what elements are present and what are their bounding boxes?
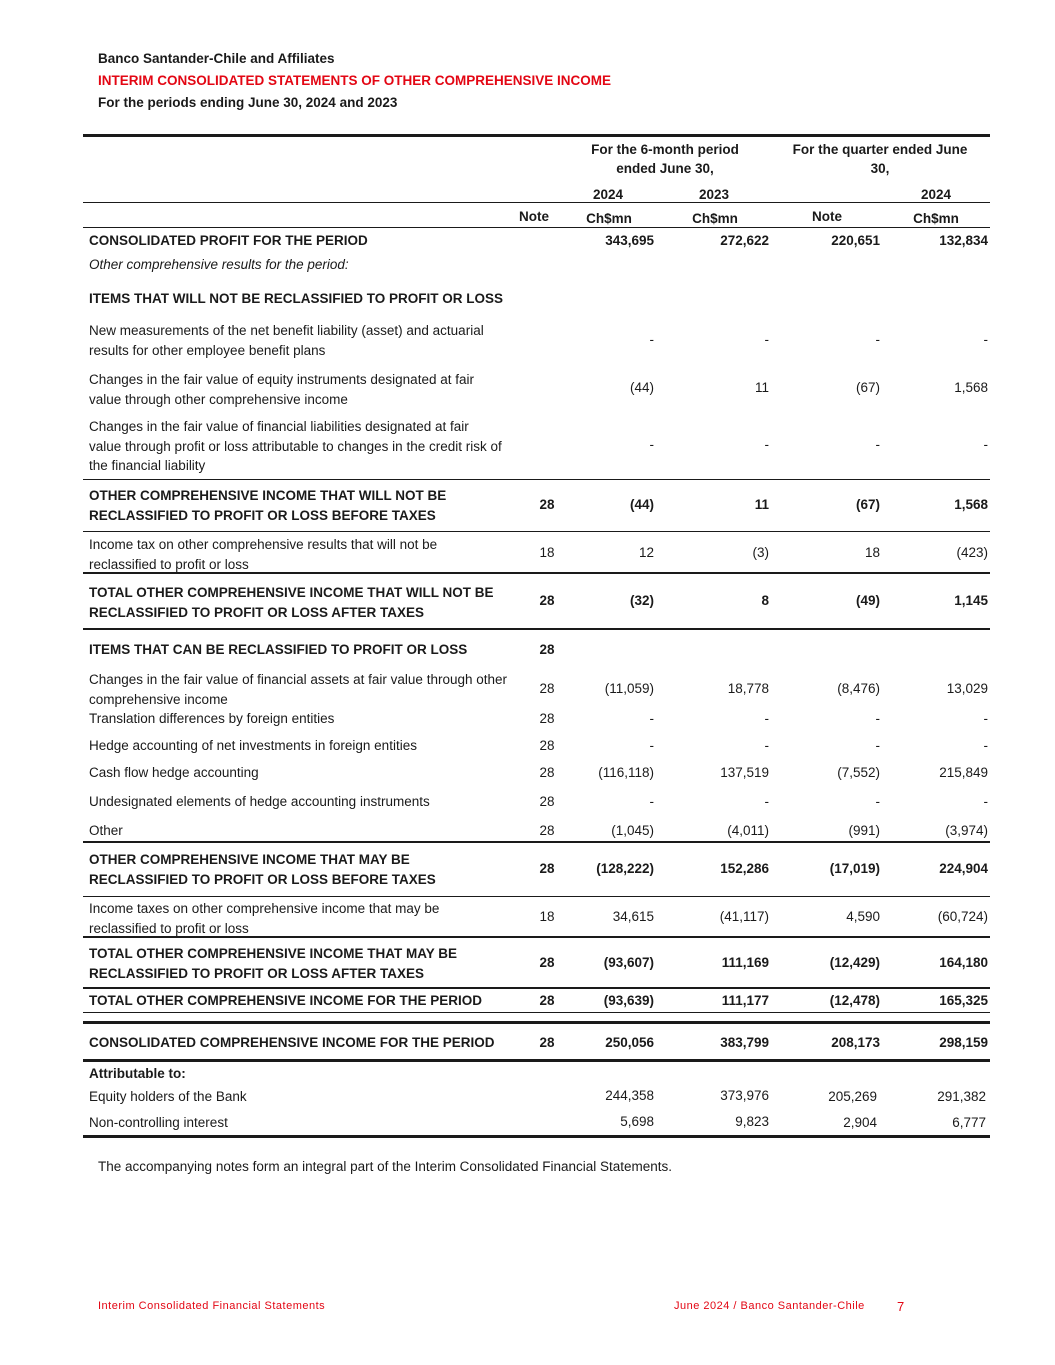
row-label: Other comprehensive results for the period:: [89, 257, 349, 272]
row-label: OTHER COMPREHENSIVE INCOME THAT MAY BE RECLASSIFIED TO PROFIT OR LOSS BEFORE TAXES: [89, 852, 436, 887]
row-value-q-2023: -: [983, 794, 988, 809]
row-note: 28: [539, 711, 555, 726]
row-rule: [83, 841, 990, 843]
row-value-q-2023: -: [983, 738, 988, 753]
row-value-q-2023: -: [983, 711, 988, 726]
row-value-6m-2023: -: [764, 437, 769, 452]
row-label: Equity holders of the Bank: [89, 1089, 247, 1104]
row-value-q-2023: (423): [956, 545, 988, 560]
row-note: 28: [539, 681, 555, 696]
row-label: OTHER COMPREHENSIVE INCOME THAT WILL NOT BE RECLASSIFIED TO PROFIT OR LOSS BEFORE TAXES: [89, 488, 447, 523]
row-value-q-2023: 165,325: [939, 993, 988, 1008]
row-value-6m-2024: -: [649, 332, 654, 347]
row-value-q-2024: 18: [864, 545, 880, 560]
row-value-6m-2024: -: [649, 711, 654, 726]
row-value-6m-2023: 272,622: [720, 233, 769, 248]
row-note: 28: [539, 993, 555, 1008]
row-rule: [83, 572, 990, 574]
row-value-6m-2024: -: [649, 437, 654, 452]
row-note: 28: [539, 642, 555, 657]
table-top-rule: [83, 134, 990, 137]
row-rule: [83, 1012, 990, 1013]
row-value-q-2023: 215,849: [939, 765, 988, 780]
row-value-6m-2023: 11: [754, 497, 769, 512]
row-label: Undesignated elements of hedge accounting instruments: [89, 794, 430, 809]
row-label: Hedge accounting of net investments in foreign entities: [89, 738, 417, 753]
accompanying-note: The accompanying notes form an integral part of the Interim Consolidated Financial Statements.: [98, 1159, 673, 1174]
row-value-q-2024: 205,269: [828, 1089, 877, 1104]
row-value-q-2024: (991): [848, 823, 880, 838]
row-value-q-2024: 220,651: [831, 233, 880, 248]
footer-right: June 2024 / Banco Santander-Chile: [674, 1300, 865, 1312]
row-value-6m-2023: (4,011): [727, 823, 769, 838]
row-value-6m-2023: 8: [761, 593, 769, 608]
row-label: CONSOLIDATED PROFIT FOR THE PERIOD: [89, 233, 368, 248]
row-note: 28: [539, 861, 555, 876]
row-value-q-2024: -: [875, 794, 880, 809]
statement-period: For the periods ending June 30, 2024 and 2023: [98, 95, 398, 110]
row-value-6m-2024: -: [649, 794, 654, 809]
row-value-6m-2023: 111,177: [721, 993, 769, 1008]
row-rule: [83, 1059, 990, 1062]
row-value-6m-2023: 383,799: [720, 1035, 769, 1050]
row-value-q-2024: (67): [855, 497, 880, 512]
row-label: Other: [89, 823, 123, 838]
row-value-q-2023: 164,180: [939, 955, 988, 970]
row-value-6m-2024: 34,615: [612, 909, 654, 924]
row-rule: [83, 531, 990, 532]
row-value-q-2023: 13,029: [946, 681, 988, 696]
row-value-6m-2024: -: [649, 738, 654, 753]
row-note: 28: [539, 794, 555, 809]
row-label: TOTAL OTHER COMPREHENSIVE INCOME THAT WILL NOT BE RECLASSIFIED TO PROFIT OR LOSS AFTER TAXES: [89, 585, 494, 620]
row-value-q-2024: (49): [855, 593, 880, 608]
row-value-q-2023: 1,568: [954, 497, 988, 512]
row-value-q-2023: 132,834: [939, 233, 988, 248]
row-value-q-2023: 291,382: [937, 1089, 986, 1104]
row-label: Translation differences by foreign entities: [89, 711, 335, 726]
row-rule: [83, 1021, 990, 1024]
row-value-q-2023: 6,777: [952, 1115, 986, 1130]
row-value-6m-2023: 373,976: [720, 1088, 769, 1103]
row-value-6m-2024: 343,695: [605, 233, 654, 248]
row-value-6m-2023: -: [764, 711, 769, 726]
row-value-6m-2024: 250,056: [605, 1035, 654, 1050]
note-header: Note: [519, 209, 549, 224]
row-value-6m-2023: 152,286: [720, 861, 769, 876]
row-label: Non-controlling interest: [89, 1115, 228, 1130]
row-value-6m-2024: (116,118): [598, 765, 654, 780]
row-value-q-2023: -: [983, 332, 988, 347]
row-value-6m-2023: -: [764, 332, 769, 347]
header-bottom-rule: [83, 227, 990, 228]
row-value-6m-2024: (32): [629, 593, 654, 608]
row-value-6m-2024: (1,045): [611, 823, 654, 838]
statement-title: INTERIM CONSOLIDATED STATEMENTS OF OTHER COMPREHENSIVE INCOME: [98, 73, 612, 88]
row-note: 28: [539, 823, 555, 838]
row-value-q-2024: 2,904: [843, 1115, 877, 1130]
row-label: TOTAL OTHER COMPREHENSIVE INCOME FOR THE PERIOD: [89, 993, 483, 1008]
row-value-6m-2023: 18,778: [727, 681, 769, 696]
row-value-6m-2023: 9,823: [735, 1114, 769, 1129]
row-value-6m-2023: -: [764, 794, 769, 809]
year-2024-6m: 2024: [592, 187, 624, 202]
row-value-6m-2024: (44): [629, 380, 654, 395]
section-heading: ITEMS THAT CAN BE RECLASSIFIED TO PROFIT OR LOSS: [89, 642, 468, 657]
row-rule: [83, 479, 990, 480]
row-value-q-2024: -: [875, 711, 880, 726]
row-value-q-2024: (12,429): [829, 955, 880, 970]
row-note: 18: [539, 545, 555, 560]
row-note: 28: [539, 497, 555, 512]
row-value-6m-2024: (93,639): [603, 993, 654, 1008]
row-value-q-2023: (3,974): [945, 823, 988, 838]
row-label: Changes in the fair value of financial liabilities designated at fair value through profit or loss attributable to changes in the credit risk of the financial liability: [89, 419, 502, 473]
row-value-q-2023: 298,159: [939, 1035, 988, 1050]
row-label: Changes in the fair value of financial assets at fair value through other comprehensive income: [89, 672, 507, 707]
row-value-6m-2024: (44): [629, 497, 654, 512]
six-month-header: For the 6-month period ended June 30,: [591, 142, 739, 176]
row-note: 28: [539, 593, 555, 608]
unit-header-2: Ch$mn: [692, 211, 738, 226]
table-bottom-rule: [83, 1135, 990, 1138]
row-label: Cash flow hedge accounting: [89, 765, 259, 780]
row-value-q-2023: 1,145: [954, 593, 988, 608]
row-note: 18: [539, 909, 555, 924]
unit-header-3: Ch$mn: [913, 211, 959, 226]
row-value-6m-2024: (11,059): [604, 681, 654, 696]
row-value-6m-2023: 111,169: [721, 955, 769, 970]
row-label: TOTAL OTHER COMPREHENSIVE INCOME THAT MAY BE RECLASSIFIED TO PROFIT OR LOSS AFTER TAXES: [89, 946, 458, 981]
note-header-quarter: Note: [812, 209, 842, 224]
row-value-q-2023: (60,724): [937, 909, 988, 924]
row-label: CONSOLIDATED COMPREHENSIVE INCOME FOR THE PERIOD: [89, 1035, 495, 1050]
row-rule: [83, 628, 990, 630]
row-label: Income tax on other comprehensive results that will not be reclassified to profit or loss: [89, 537, 438, 572]
row-value-q-2023: 224,904: [939, 861, 988, 876]
row-value-6m-2023: 137,519: [720, 765, 769, 780]
row-value-6m-2024: 12: [638, 545, 654, 560]
row-label: New measurements of the net benefit liability (asset) and actuarial results for other employee benefit plans: [89, 323, 484, 358]
page-number: 7: [897, 1299, 905, 1314]
row-rule: [83, 987, 990, 989]
row-value-q-2023: -: [983, 437, 988, 452]
row-value-6m-2023: 11: [754, 380, 769, 395]
row-value-q-2024: 208,173: [831, 1035, 880, 1050]
year-2023-6m: 2023: [698, 187, 730, 202]
quarter-header: For the quarter ended June 30,: [792, 142, 968, 176]
header-rule: [83, 202, 990, 203]
row-value-q-2024: 4,590: [846, 909, 880, 924]
row-label: Changes in the fair value of equity instruments designated at fair value through other comprehensive income: [89, 372, 474, 407]
row-note: 28: [539, 738, 555, 753]
row-value-q-2024: -: [875, 332, 880, 347]
row-value-q-2024: (67): [855, 380, 880, 395]
row-value-6m-2024: (93,607): [603, 955, 654, 970]
row-value-6m-2023: -: [764, 738, 769, 753]
row-value-q-2024: (7,552): [837, 765, 880, 780]
row-value-q-2024: (12,478): [829, 993, 880, 1008]
row-rule: [83, 896, 990, 897]
footer-left: Interim Consolidated Financial Statements: [98, 1300, 326, 1312]
year-2024-quarter: 2024: [920, 187, 952, 202]
row-value-q-2024: (8,476): [837, 681, 880, 696]
row-label: Income taxes on other comprehensive income that may be reclassified to profit or loss: [89, 901, 440, 936]
company-name: Banco Santander-Chile and Affiliates: [98, 51, 335, 66]
row-value-6m-2024: 244,358: [605, 1088, 654, 1103]
row-note: 28: [539, 765, 555, 780]
row-note: 28: [539, 955, 555, 970]
section-heading: ITEMS THAT WILL NOT BE RECLASSIFIED TO PROFIT OR LOSS: [89, 291, 504, 306]
row-value-6m-2024: 5,698: [620, 1114, 654, 1129]
row-label: Attributable to:: [89, 1066, 186, 1081]
row-value-q-2024: (17,019): [829, 861, 880, 876]
row-value-6m-2023: (41,117): [719, 909, 769, 924]
unit-header-1: Ch$mn: [586, 211, 632, 226]
row-note: 28: [539, 1035, 555, 1050]
row-value-q-2024: -: [875, 437, 880, 452]
row-value-6m-2024: (128,222): [596, 861, 654, 876]
row-rule: [83, 936, 990, 938]
row-value-6m-2023: (3): [752, 545, 769, 560]
row-value-q-2024: -: [875, 738, 880, 753]
row-value-q-2023: 1,568: [954, 380, 988, 395]
